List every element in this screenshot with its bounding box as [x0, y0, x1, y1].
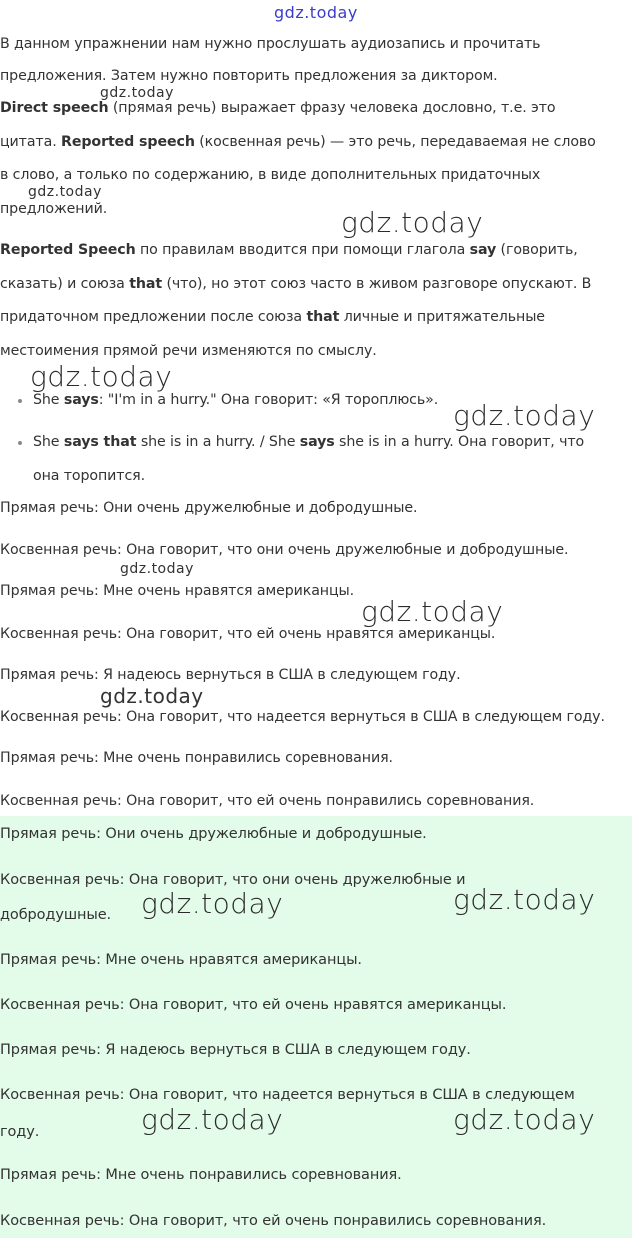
watermark: gdz.today: [28, 184, 102, 200]
answer-direct-4: Прямая речь: Мне очень понравились соревнования.: [0, 1167, 402, 1183]
rule-line-1: Reported Speech по правилам вводится при помощи глагола say (говорить,: [0, 242, 578, 258]
pair-reported-4: Косвенная речь: Она говорит, что ей очень понравились соревнования.: [0, 793, 535, 809]
watermark: gdz.today: [453, 1103, 596, 1136]
intro-line-4: цитата. Reported speech (косвенная речь) — это речь, передаваемая не слово: [0, 134, 596, 150]
watermark: gdz.today: [453, 399, 596, 432]
answer-direct-1: Прямая речь: Они очень дружелюбные и добродушные.: [0, 826, 427, 842]
bullet: [18, 399, 22, 403]
pair-direct-4: Прямая речь: Мне очень понравились соревнования.: [0, 750, 393, 766]
answer-direct-2: Прямая речь: Мне очень нравятся американцы.: [0, 952, 362, 968]
rule-line-2: сказать) и союза that (что), но этот союз часто в живом разговоре опускают. В: [0, 276, 592, 292]
pair-reported-1: Косвенная речь: Она говорит, что они очень дружелюбные и добродушные.: [0, 542, 569, 558]
example-2: She says that she is in a hurry. / She says she is in a hurry. Она говорит, что: [33, 434, 585, 450]
intro-line-6: предложений.: [0, 201, 108, 217]
watermark: gdz.today: [100, 684, 204, 708]
watermark: gdz.today: [341, 206, 484, 239]
watermark: gdz.today: [100, 85, 174, 101]
example-1: She says: "I'm in a hurry." Она говорит: «Я тороплюсь».: [33, 392, 439, 408]
watermark: gdz.today: [141, 887, 284, 920]
watermark: gdz.today: [120, 561, 194, 577]
rule-line-4: местоимения прямой речи изменяются по смыслу.: [0, 343, 377, 359]
pair-direct-2: Прямая речь: Мне очень нравятся американцы.: [0, 583, 355, 599]
pair-reported-2: Косвенная речь: Она говорит, что ей очень нравятся американцы.: [0, 626, 496, 642]
answer-direct-3: Прямая речь: Я надеюсь вернуться в США в следующем году.: [0, 1042, 471, 1058]
watermark: gdz.today: [30, 360, 173, 393]
intro-line-1: В данном упражнении нам нужно прослушать аудиозапись и прочитать: [0, 36, 541, 52]
answer-reported-2: Косвенная речь: Она говорит, что ей очень нравятся американцы.: [0, 997, 507, 1013]
intro-line-5: в слово, а только по содержанию, в виде дополнительных придаточных: [0, 167, 541, 183]
watermark: gdz.today: [361, 595, 504, 628]
answer-reported-3-cont: году.: [0, 1124, 40, 1140]
pair-reported-3: Косвенная речь: Она говорит, что надеется вернуться в США в следующем году.: [0, 709, 605, 725]
answer-reported-1: Косвенная речь: Она говорит, что они очень дружелюбные и: [0, 872, 466, 888]
answer-reported-4: Косвенная речь: Она говорит, что ей очень понравились соревнования.: [0, 1213, 547, 1229]
pair-direct-3: Прямая речь: Я надеюсь вернуться в США в следующем году.: [0, 667, 461, 683]
intro-line-3: Direct speech (прямая речь) выражает фразу человека дословно, т.е. это: [0, 100, 556, 116]
example-2-cont: она торопится.: [33, 468, 145, 484]
pair-direct-1: Прямая речь: Они очень дружелюбные и добродушные.: [0, 500, 418, 516]
intro-line-2: предложения. Затем нужно повторить предложения за диктором.: [0, 68, 498, 84]
rule-line-3: придаточном предложении после союза that личные и притяжательные: [0, 309, 545, 325]
watermark: gdz.today: [141, 1103, 284, 1136]
bullet: [18, 441, 22, 445]
watermark: gdz.today: [453, 883, 596, 916]
watermark-top: gdz.today: [274, 3, 358, 22]
answer-reported-1-cont: добродушные.: [0, 907, 112, 923]
answer-reported-3: Косвенная речь: Она говорит, что надеется вернуться в США в следующем: [0, 1087, 575, 1103]
